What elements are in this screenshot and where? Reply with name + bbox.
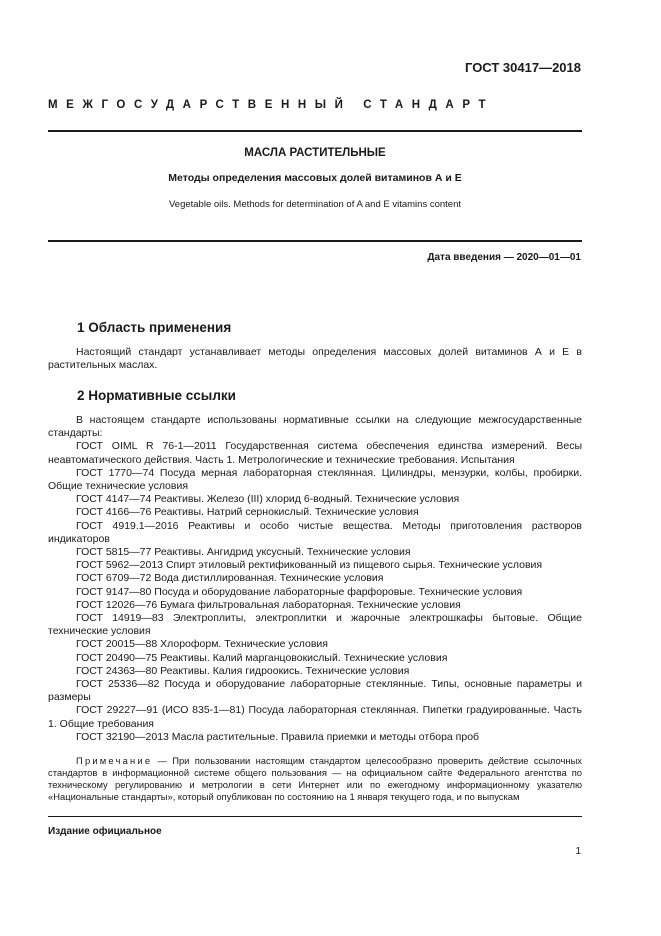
official-edition-label: Издание официальное [48, 826, 162, 837]
reference-item: ГОСТ 4919.1—2016 Реактивы и особо чистые вещества. Методы приготовления растворов индикаторов [48, 519, 582, 545]
reference-item: ГОСТ 5815—77 Реактивы. Ангидрид уксусный. Технические условия [76, 546, 411, 559]
standard-subtitle: Методы определения массовых долей витаминов А и Е [168, 172, 462, 184]
english-title: Vegetable oils. Methods for determination of A and E vitamins content [168, 199, 462, 210]
section-1-heading: 1 Область применения [77, 320, 232, 335]
page-number: 1 [575, 846, 581, 857]
reference-item: ГОСТ 32190—2013 Масла растительные. Правила приемки и методы отбора проб [76, 730, 480, 743]
reference-item: ГОСТ 29227—91 (ИСО 835-1—81) Посуда лабораторная стеклянная. Пипетки градуированные. Часть 1. Общие требования [48, 704, 582, 730]
reference-item: ГОСТ 9147—80 Посуда и оборудование лабораторные фарфоровые. Технические условия [76, 585, 523, 598]
references-intro: В настоящем стандарте использованы нормативные ссылки на следующие межгосударственные стандарты: [48, 414, 582, 440]
scope-paragraph [48, 346, 582, 372]
reference-item: ГОСТ 12026—76 Бумага фильтровальная лабораторная. Технические условия [76, 598, 461, 611]
reference-item: ГОСТ 14919—83 Электроплиты, электроплитки и жарочные электрошкафы бытовые. Общие технические условия [48, 612, 582, 638]
reference-item: ГОСТ OIML R 76-1—2011 Государственная система обеспечения единства измерений. Весы неавтоматического действия. Часть 1. Метрологические и технические требования. Испытания [48, 440, 582, 466]
reference-item: ГОСТ 1770—74 Посуда мерная лабораторная стеклянная. Цилиндры, мензурки, колбы, пробирки. Общие технические условия [48, 466, 582, 493]
document-number: ГОСТ 30417—2018 [465, 60, 581, 75]
scope-text: Настоящий стандарт устанавливает методы определения массовых долей витаминов А и Е в растительных маслах. [48, 346, 582, 372]
references-list [48, 414, 582, 744]
reference-item: ГОСТ 6709—72 Вода дистиллированная. Технические условия [76, 572, 384, 585]
reference-item: ГОСТ 20015—88 Хлороформ. Технические условия [76, 638, 328, 651]
title-divider [48, 240, 582, 242]
note-paragraph [48, 755, 582, 803]
reference-item: ГОСТ 4166—76 Реактивы. Натрий сернокислый. Технические условия [76, 506, 419, 519]
footer-divider [48, 816, 582, 817]
introduction-date: Дата введения — 2020—01—01 [427, 252, 581, 263]
reference-item: ГОСТ 5962—2013 Спирт этиловый ректификованный из пищевого сырья. Технические условия [76, 559, 543, 572]
note-label: Примечание [76, 755, 153, 766]
reference-item: ГОСТ 25336—82 Посуда и оборудование лабораторные стеклянные. Типы, основные параметры и размеры [48, 678, 582, 704]
reference-item: ГОСТ 4147—74 Реактивы. Железо (III) хлорид 6-водный. Технические условия [76, 493, 460, 506]
standard-title: МАСЛА РАСТИТЕЛЬНЫЕ [244, 147, 386, 159]
reference-item: ГОСТ 20490—75 Реактивы. Калий марганцовокислый. Технические условия [76, 651, 448, 664]
note-text: — При пользовании настоящим стандартом целесообразно проверить действие ссылочных стандартов в информационной системе общего пользования — на официальном сайте Федерального агентства по техническому регулированию и метрологии в сети Интернет или по ежегодному информационному указателю «Национальные стандарты», который опубликован по состоянию на 1 января текущего года, и по выпускам [48, 755, 582, 802]
section-2-heading: 2 Нормативные ссылки [77, 388, 236, 403]
interstate-standard-label: МЕЖГОСУДАРСТВЕННЫЙ СТАНДАРТ [48, 99, 495, 111]
header-divider [48, 130, 582, 132]
reference-item: ГОСТ 24363—80 Реактивы. Калия гидроокись. Технические условия [76, 664, 410, 677]
